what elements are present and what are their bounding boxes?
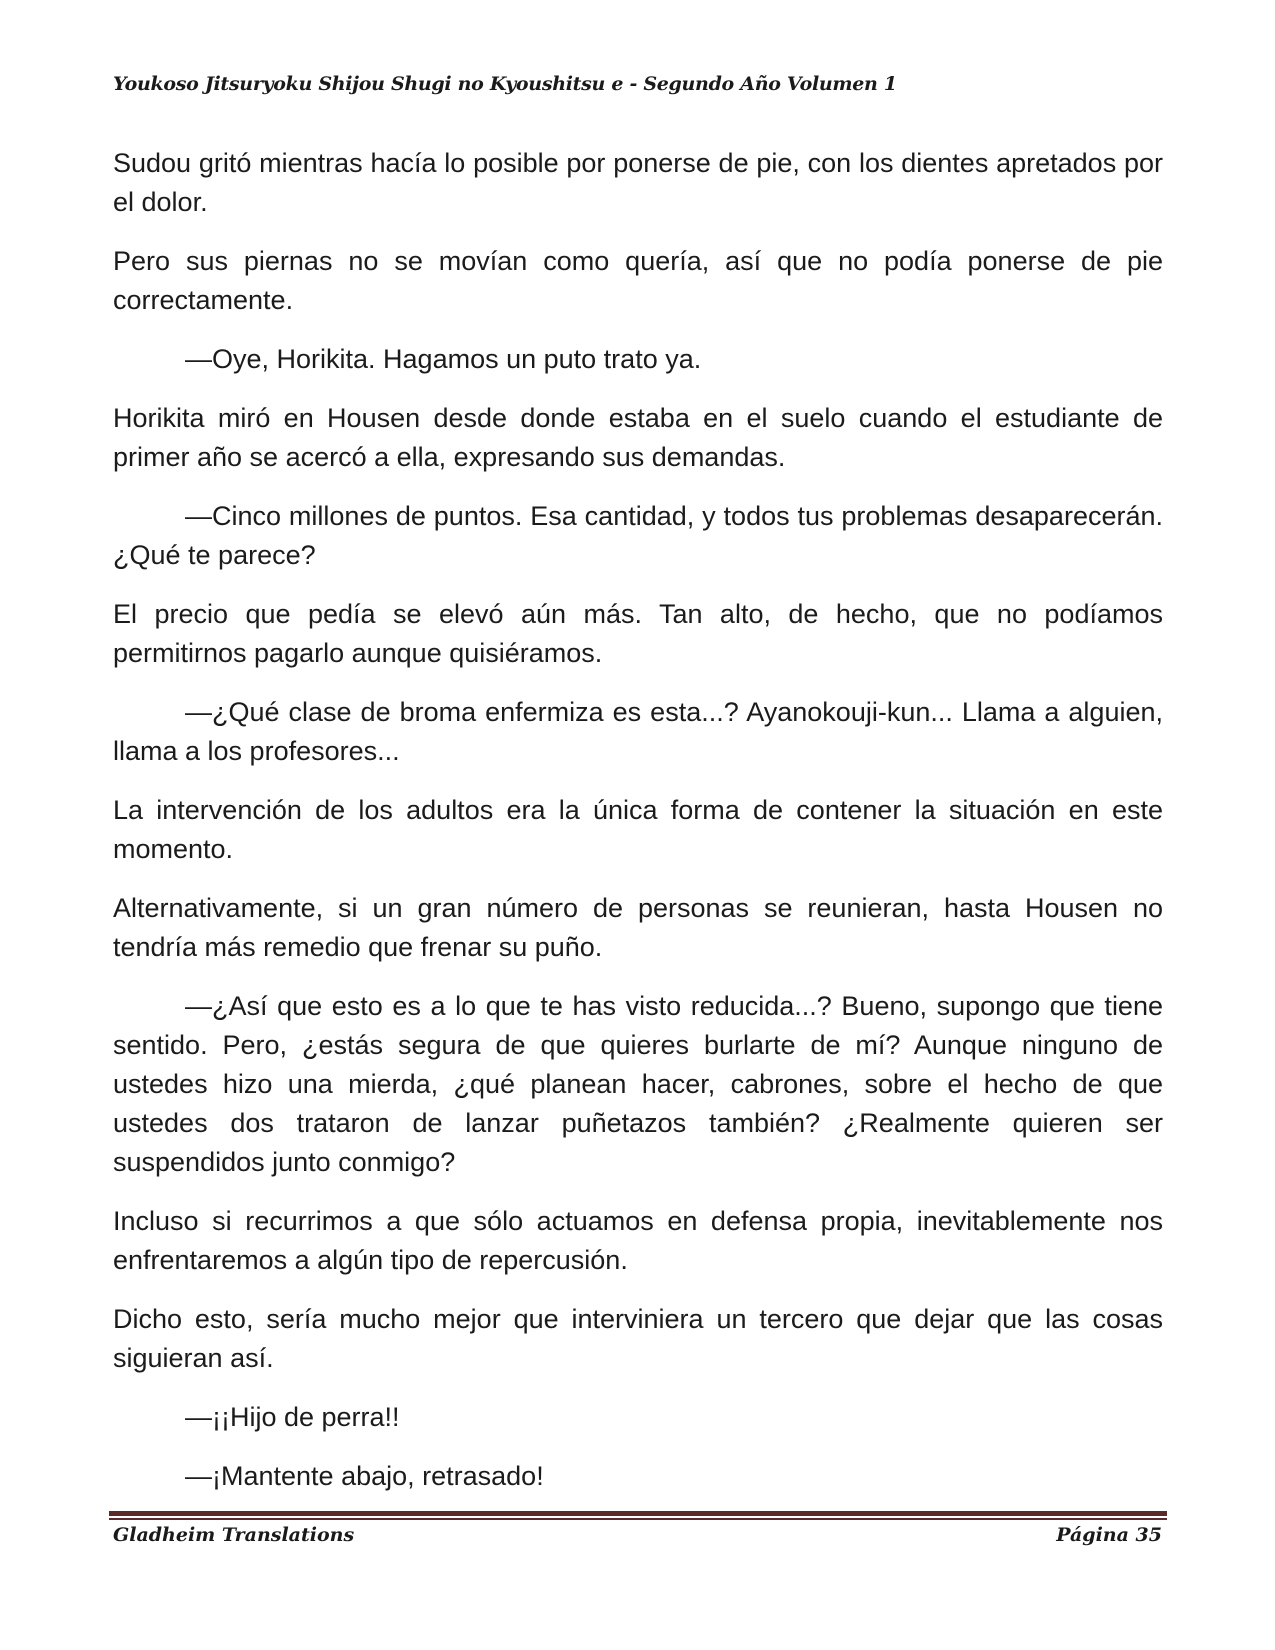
paragraph-dialogue: —¿Así que esto es a lo que te has visto reducida...? Bueno, supongo que tiene sentido. Pero, ¿estás segura de que quieres burlarte de mí? Aunque ninguno de ustedes hizo una mierda, ¿qué planean hacer, cabrones, sobre el hecho de que ustedes dos trataron de lanzar puñetazos también? ¿Realmente quieren ser suspendidos junto conmigo?	[113, 991, 1163, 1177]
paragraph-narration: Incluso si recurrimos a que sólo actuamos en defensa propia, inevitablemente nos enfrentaremos a algún tipo de repercusión.	[113, 1206, 1163, 1275]
paragraph-dialogue: —¡Mantente abajo, retrasado!	[185, 1461, 544, 1491]
footer-credit: Gladheim Translations	[113, 1524, 355, 1546]
paragraph-narration: Sudou gritó mientras hacía lo posible por ponerse de pie, con los dientes apretados por el dolor.	[113, 148, 1163, 217]
footer-divider-thin	[109, 1518, 1167, 1520]
running-header: Youkoso Jitsuryoku Shijou Shugi no Kyoushitsu e - Segundo Año Volumen 1	[113, 73, 897, 95]
paragraph-narration: Horikita miró en Housen desde donde estaba en el suelo cuando el estudiante de primer año se acercó a ella, expresando sus demandas.	[113, 403, 1163, 472]
paragraph-dialogue: —Cinco millones de puntos. Esa cantidad, y todos tus problemas desaparecerán. ¿Qué te parece?	[113, 501, 1163, 570]
page-number: Página 35	[1056, 1524, 1162, 1546]
paragraph-dialogue: —¡¡Hijo de perra!!	[185, 1402, 400, 1432]
paragraph-narration: Alternativamente, si un gran número de personas se reunieran, hasta Housen no tendría más remedio que frenar su puño.	[113, 893, 1163, 962]
paragraph-dialogue: —¿Qué clase de broma enfermiza es esta...? Ayanokouji-kun... Llama a alguien, llama a los profesores...	[113, 697, 1163, 766]
paragraph-dialogue: —Oye, Horikita. Hagamos un puto trato ya.	[185, 344, 702, 374]
paragraph-narration: Pero sus piernas no se movían como quería, así que no podía ponerse de pie correctamente.	[113, 246, 1163, 315]
footer-divider	[109, 1511, 1167, 1516]
paragraph-narration: El precio que pedía se elevó aún más. Tan alto, de hecho, que no podíamos permitirnos pagarlo aunque quisiéramos.	[113, 599, 1163, 668]
paragraph-narration: Dicho esto, sería mucho mejor que interviniera un tercero que dejar que las cosas siguieran así.	[113, 1304, 1163, 1373]
body-text	[113, 144, 1163, 1516]
paragraph-narration: La intervención de los adultos era la única forma de contener la situación en este momento.	[113, 795, 1163, 864]
